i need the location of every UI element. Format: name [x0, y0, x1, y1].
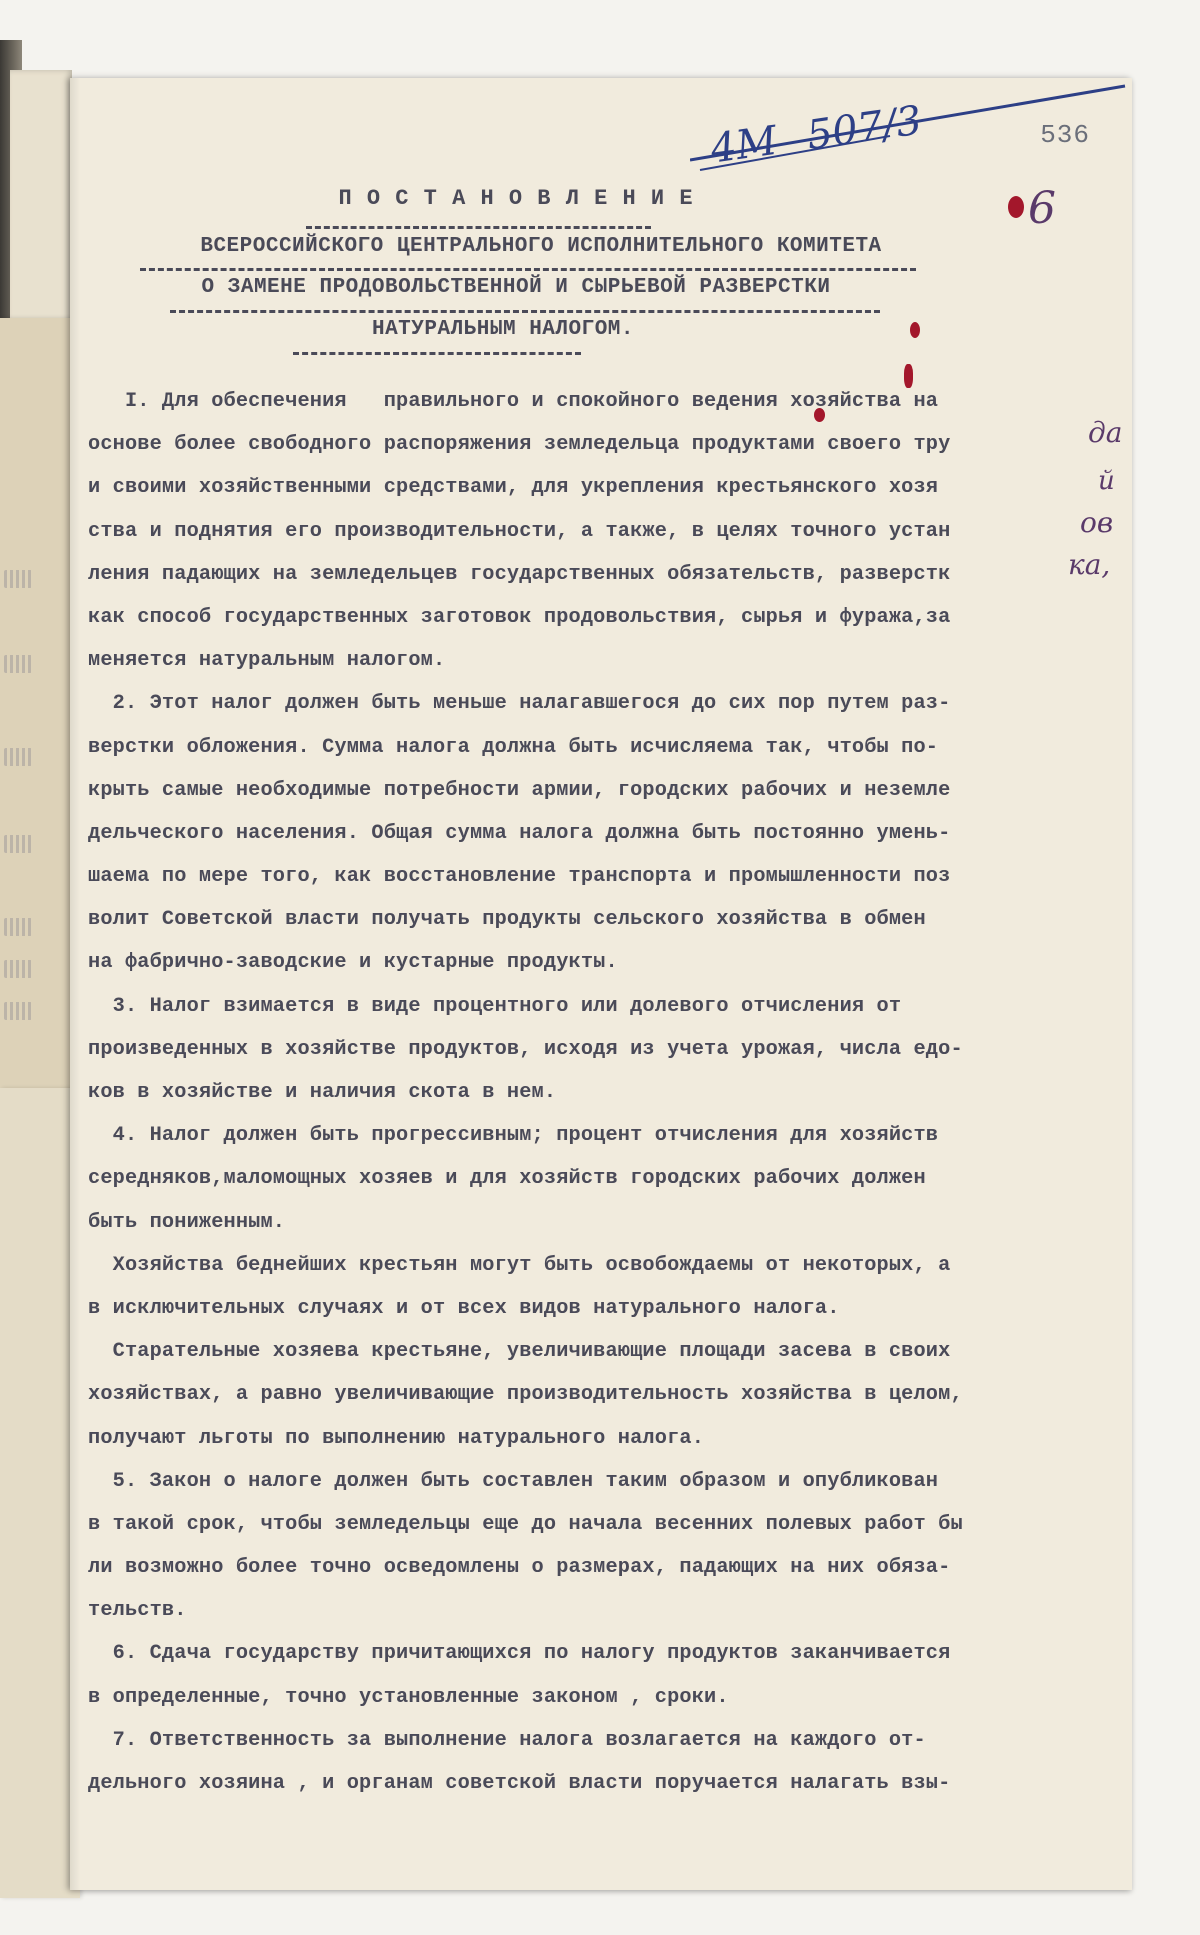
text-line: получают льготы по выполнению натурального налога.: [88, 1426, 705, 1450]
issuing-body-underline: [140, 268, 916, 271]
text-line: в такой срок, чтобы земледельцы еще до начала весенних полевых работ бы: [88, 1512, 963, 1536]
crossed-prefix: 4М: [707, 117, 780, 173]
issuing-body: ВСЕРОССИЙСКОГО ЦЕНТРАЛЬНОГО ИСПОЛНИТЕЛЬНОГО КОМИТЕТА: [200, 235, 882, 258]
bleed-through-text: [4, 655, 32, 673]
archive-page-number: 536: [1040, 120, 1090, 150]
document-body: [88, 380, 1128, 1805]
strike-line: [690, 86, 1125, 160]
text-line: крыть самые необходимые потребности армии, городских рабочих и неземле: [88, 778, 951, 802]
text-line: быть пониженным.: [88, 1210, 286, 1234]
text-line: в определенные, точно установленные законом , сроки.: [88, 1685, 729, 1709]
subject-underline: [170, 310, 880, 313]
text-line: ков в хозяйстве и наличия скота в нем.: [88, 1081, 557, 1104]
title-underline: [306, 226, 651, 229]
bleed-through-text: [4, 960, 32, 978]
document-title: П О С Т А Н О В Л Е Н И Е: [338, 186, 694, 211]
margin-correction: да: [1088, 416, 1123, 449]
underlying-sheet: [0, 1088, 80, 1898]
text-line: на фабрично-заводские и кустарные продукты.: [88, 951, 618, 975]
text-line: I. Для обеспечения правильного и спокойного ведения хозяйства на: [88, 390, 939, 413]
strike-through-line: [690, 78, 1130, 188]
bleed-through-text: [4, 918, 32, 936]
text-line: Старательные хозяева крестьяне, увеличивающие площади засева в своих: [88, 1340, 951, 1364]
text-line: середняков,маломощных хозяев и для хозяйств городских рабочих должен: [88, 1167, 926, 1191]
text-line: 2. Этот налог должен быть меньше налагавшегося до сих пор путем раз-: [88, 692, 951, 716]
text-line: шаема по мере того, как восстановление транспорта и промышленности поз: [88, 865, 951, 889]
subject-end-underline: [293, 352, 581, 355]
text-line: хозяйствах, а равно увеличивающие производительность хозяйства в целом,: [88, 1383, 963, 1407]
page-fold-shadow: [70, 78, 80, 1890]
text-line: дельного хозяина , и органам советской власти поручается налагать взы-: [88, 1772, 951, 1795]
text-line: тельств.: [88, 1599, 187, 1623]
bleed-through-text: [4, 835, 32, 853]
side-mark: 6: [1028, 183, 1056, 234]
text-line: произведенных в хозяйстве продуктов, исходя из учета урожая, числа едо-: [88, 1037, 963, 1061]
document-subject: О ЗАМЕНЕ ПРОДОВОЛЬСТВЕННОЙ И СЫРЬЕВОЙ РАЗВЕРСТКИ: [201, 276, 831, 299]
text-line: как способ государственных заготовок продовольствия, сырья и фуража,за: [88, 605, 951, 629]
margin-correction: й: [1098, 466, 1115, 496]
text-line: в исключительных случаях и от всех видов натурального налога.: [88, 1296, 840, 1320]
margin-correction: ов: [1080, 506, 1114, 539]
bleed-through-text: [4, 1002, 32, 1020]
crossed-number: 507/3: [804, 97, 925, 160]
red-pencil-mark: [910, 322, 920, 338]
text-line: 6. Сдача государству причитающихся по налогу продуктов заканчивается: [88, 1642, 951, 1666]
text-line: Хозяйства беднейших крестьян могут быть освобождаемы от некоторых, а: [88, 1253, 951, 1277]
text-line: меняется натуральным налогом.: [88, 649, 446, 673]
text-line: и своими хозяйственными средствами, для укрепления крестьянского хозя: [88, 476, 939, 500]
document-subject-end: НАТУРАЛЬНЫМ НАЛОГОМ.: [371, 318, 635, 341]
text-line: основе более свободного распоряжения земледельца продуктами своего тру: [88, 433, 951, 457]
text-line: верстки обложения. Сумма налога должна быть исчисляема так, чтобы по-: [88, 735, 939, 759]
text-line: 4. Налог должен быть прогрессивным; процент отчисления для хозяйств: [88, 1124, 939, 1148]
text-line: ли возможно более точно осведомлены о размерах, падающих на них обяза-: [88, 1556, 951, 1580]
text-line: 5. Закон о налоге должен быть составлен таким образом и опубликован: [88, 1469, 939, 1493]
text-line: 7. Ответственность за выполнение налога возлагается на каждого от-: [88, 1728, 926, 1752]
text-line: ления падающих на земледельцев государственных обязательств, разверстк: [88, 562, 951, 586]
bleed-through-text: [4, 570, 32, 588]
document-page: [70, 78, 1132, 1890]
text-line: 3. Налог взимается в виде процентного или долевого отчисления от: [88, 994, 902, 1018]
text-line: ства и поднятия его производительности, а также, в целях точного устан: [88, 519, 951, 543]
bleed-through-text: [4, 748, 32, 766]
margin-correction: ка,: [1068, 548, 1111, 581]
text-line: дельческого населения. Общая сумма налога должна быть постоянно умень-: [88, 821, 951, 845]
text-line: волит Советской власти получать продукты сельского хозяйства в обмен: [88, 908, 926, 932]
